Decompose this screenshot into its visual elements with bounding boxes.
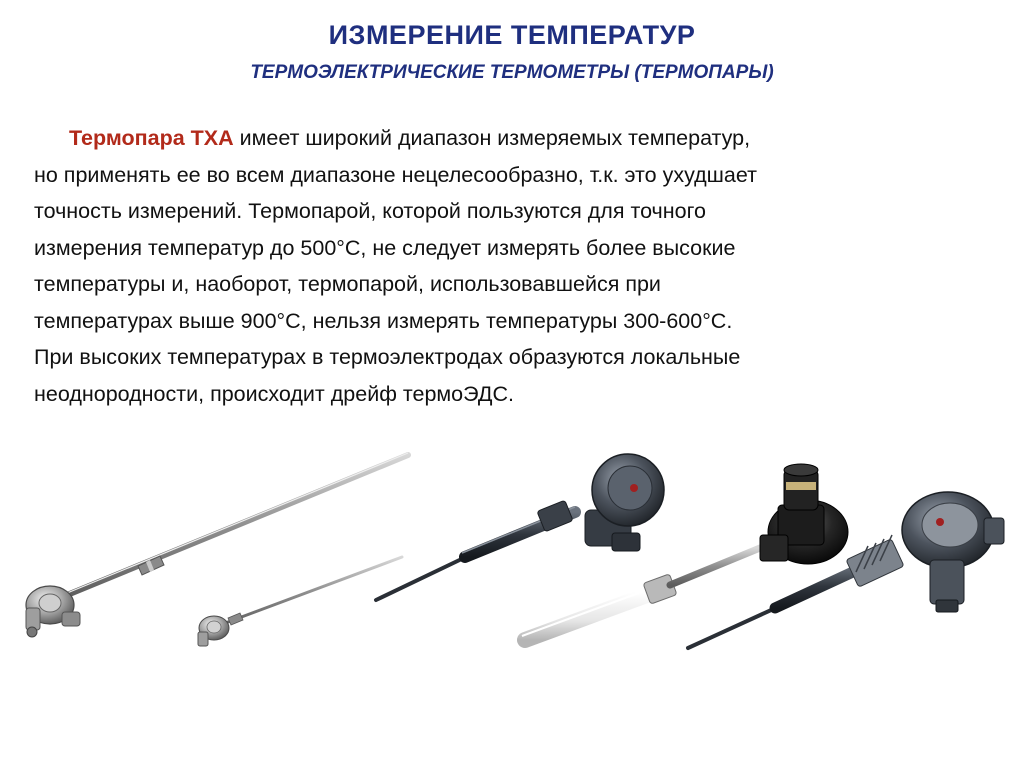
thermocouple-ceramic-sheath bbox=[522, 464, 848, 640]
paragraph-line-3: точность измерений. Термопарой, которой пользуются для точного bbox=[34, 199, 706, 223]
thermocouple-type-highlight: Термопара ТХА bbox=[69, 126, 234, 150]
paragraph-line-4: измерения температур до 500°С, не следует измерять более высокие bbox=[34, 235, 736, 260]
thermocouple-long-silver bbox=[26, 453, 408, 637]
paragraph-line-6: температурах выше 900°С, нельзя измерять температуры 300-600°С. bbox=[34, 308, 733, 333]
body-paragraph bbox=[34, 120, 994, 412]
thermocouples-photo bbox=[0, 430, 1024, 768]
thermocouple-short-silver bbox=[198, 557, 402, 646]
thermocouple-black-head bbox=[376, 454, 664, 600]
thermocouple-threaded-head bbox=[688, 492, 1004, 648]
paragraph-line-2: но применять ее во всем диапазоне нецелесообразно, т.к. это ухудшает bbox=[34, 162, 757, 187]
slide-title: ИЗМЕРЕНИЕ ТЕМПЕРАТУР bbox=[328, 20, 696, 50]
paragraph-line-1-rest: имеет широкий диапазон измеряемых температур, bbox=[233, 126, 751, 150]
slide-subtitle: ТЕРМОЭЛЕКТРИЧЕСКИЕ ТЕРМОМЕТРЫ (ТЕРМОПАРЫ) bbox=[250, 62, 774, 83]
paragraph-line-7: При высоких температурах в термоэлектродах образуются локальные bbox=[34, 345, 741, 369]
paragraph-line-8: неоднородности, происходит дрейф термоЭДС. bbox=[34, 381, 514, 406]
thread-section bbox=[846, 535, 904, 587]
paragraph-line-5: температуры и, наоборот, термопарой, использовавшейся при bbox=[34, 272, 661, 296]
paragraph-line-1 bbox=[34, 120, 994, 157]
